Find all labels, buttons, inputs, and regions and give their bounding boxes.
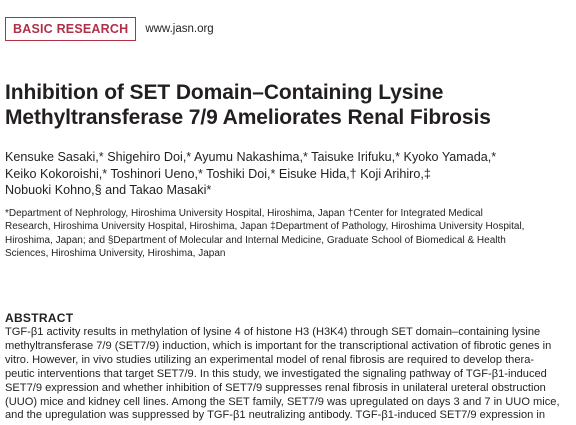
journal-url[interactable]: www.jasn.org [145,23,214,35]
affiliation-line: Sciences, Hiroshima University, Hiroshima, Japan [5,248,226,260]
author-line: Kensuke Sasaki,* Shigehiro Doi,* Ayumu Nakashima,* Taisuke Irifuku,* Kyoko Yamada,* [5,150,497,164]
author-line: Keiko Kokoroishi,* Toshinori Ueno,* Toshiki Doi,* Eisuke Hida,† Koji Arihiro,‡ [5,166,431,181]
article-header [5,17,214,41]
title-line-2: Methyltransferase 7/9 Ameliorates Renal Fibrosis [5,106,491,129]
abstract-heading: ABSTRACT [5,311,74,325]
abstract-line: and the upregulation was suppressed by TGF-β1 neutralizing antibody. TGF-β1-induced SET7/9 expression in [5,409,546,422]
author-line: Nobuoki Kohno,§ and Takao Masaki* [5,183,212,198]
section-badge: BASIC RESEARCH [5,17,136,41]
abstract-line: peutic interventions that target SET7/9. In this study, we investigated the signaling pathway of TGF-β1-induced [5,367,547,380]
affiliation-list [5,207,567,261]
affiliation-line: *Department of Nephrology, Hiroshima University Hospital, Hiroshima, Japan †Center for Integrated Medical [5,208,483,219]
affiliation-line: Hiroshima, Japan; and §Department of Molecular and Internal Medicine, Graduate School of Biomedical & Health [5,234,506,246]
abstract-line: TGF-β1 activity results in methylation of lysine 4 of histone H3 (H3K4) through SET domain–containing lysine [5,326,541,338]
article-title [5,80,571,130]
abstract-line: vitro. However, in vivo studies utilizing an experimental model of renal fibrosis are required to develop thera- [5,353,535,366]
affiliation-line: Research, Hiroshima University Hospital, Hiroshima, Japan ‡Department of Pathology, Hiroshima University Hospital, [5,221,525,233]
abstract-line: (UUO) mice and kidney cell lines. Among the SET family, SET7/9 was upregulated on days 3 and 7 in UUO mice, [5,395,560,408]
abstract-body [5,326,571,425]
abstract-line: SET7/9 expression and whether inhibition of SET7/9 suppresses renal fibrosis in unilateral ureteral obstruction [5,381,546,394]
author-list [5,149,571,199]
title-line-1: Inhibition of SET Domain–Containing Lysine [5,81,444,104]
abstract-line: methyltransferase 7/9 (SET7/9) induction, which is important for the transcriptional activation of fibrotic genes in [5,339,552,352]
